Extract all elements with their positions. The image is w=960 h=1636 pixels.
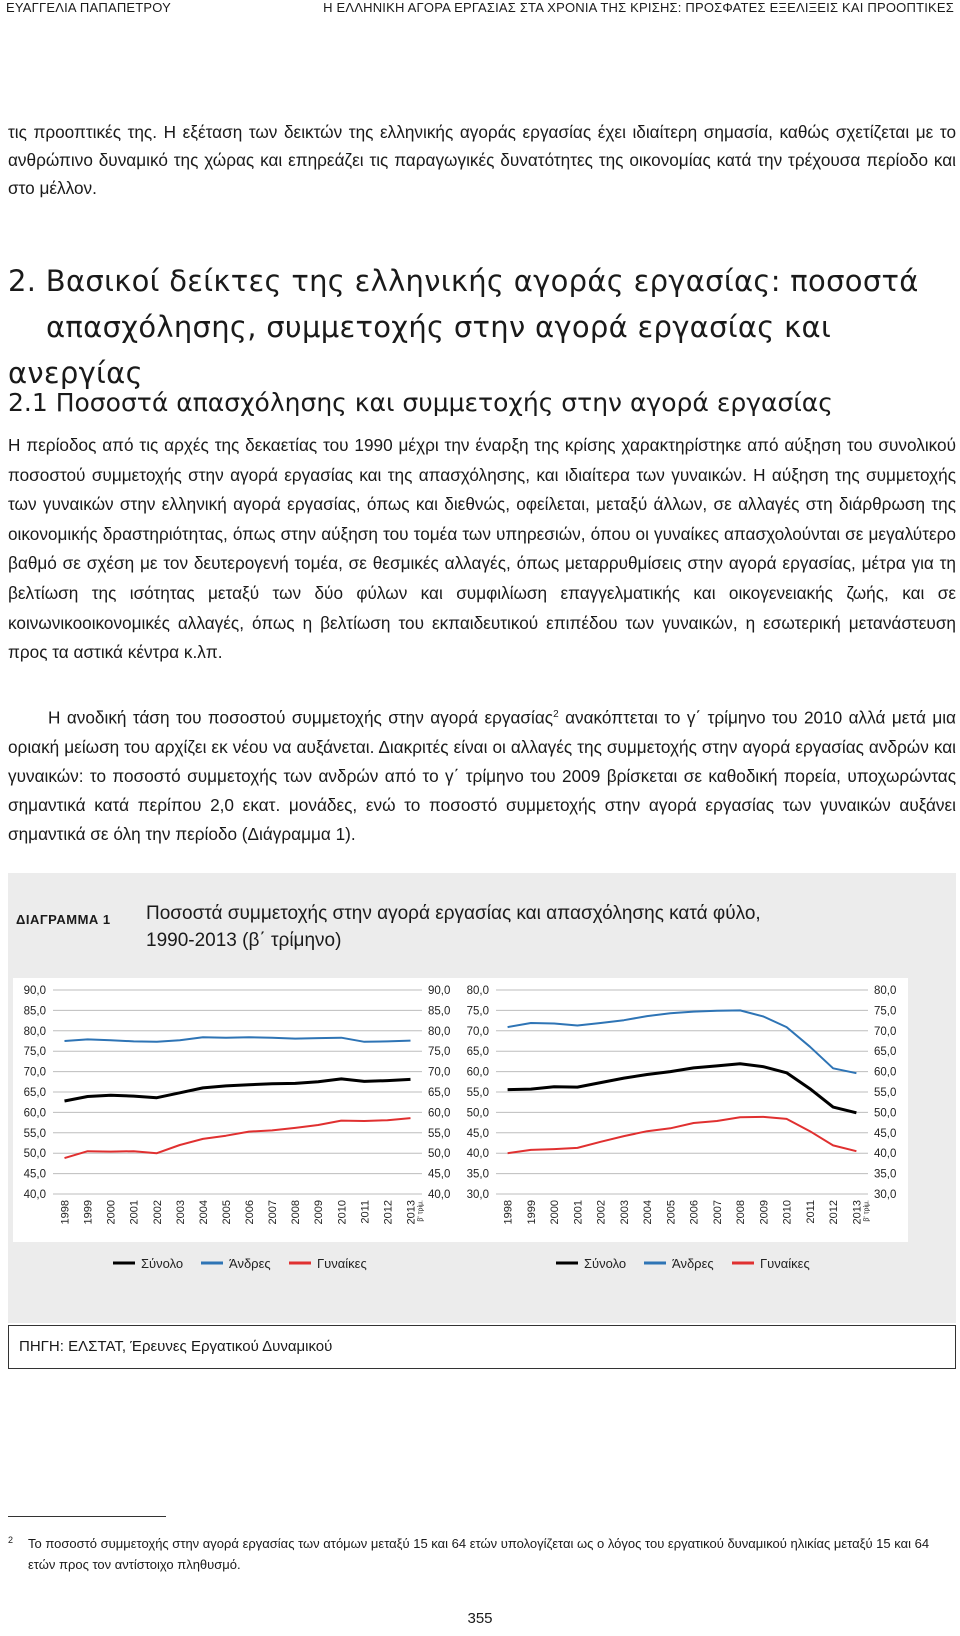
chart-a-xtick: 1999 <box>82 1200 95 1225</box>
chart-a-ytick-right: 55,0 <box>428 1127 451 1140</box>
chart-b-ytick-right: 60,0 <box>874 1066 897 1079</box>
chart-a-legend-label: Γυναίκες <box>317 1256 367 1271</box>
intro-paragraph: τις προοπτικές της. Η εξέταση των δεικτών της ελληνικής αγοράς εργασίας έχει ιδιαίτερη σημασία, καθώς σχετίζεται με το ανθρώπινο δυναμικό της χώρας και επηρεάζει τις παραγωγικές δυνατότητες της οικονομίας κατά την τρέχουσα περίοδο και στο μέλλον. <box>8 122 956 198</box>
chart-a-ytick-right: 85,0 <box>428 1005 451 1018</box>
chart-a-xtick: 2009 <box>313 1200 326 1225</box>
chart-a-xtick: 2008 <box>290 1200 303 1225</box>
chart-b-xtick: 1999 <box>525 1200 538 1225</box>
chart-a-legend-label: Άνδρες <box>229 1256 271 1271</box>
chart-a-ytick-left: 75,0 <box>23 1046 46 1059</box>
chart-b-ytick-left: 75,0 <box>466 1005 489 1018</box>
chart-a-xtick: 2001 <box>128 1200 141 1225</box>
chart-b-ytick-left: 70,0 <box>466 1025 489 1038</box>
figure-title-line2: 1990-2013 (β΄ τρίμηνο) <box>146 930 342 951</box>
figure-box <box>8 873 956 1323</box>
chart-b-xtick: 2012 <box>828 1200 841 1225</box>
chart-b-legend-label: Γυναίκες <box>760 1256 810 1271</box>
chart-b-ytick-right: 55,0 <box>874 1087 897 1099</box>
chart-a-ytick-left: 50,0 <box>23 1148 46 1161</box>
chart-a-xtick: 2002 <box>151 1200 164 1225</box>
chart-b-ytick-left: 65,0 <box>466 1046 489 1059</box>
chart-b-xtick: 1998 <box>502 1200 515 1225</box>
chart-a-ytick-right: 80,0 <box>428 1025 451 1038</box>
chart-b-xtick: 2001 <box>572 1200 585 1225</box>
chart-a-ytick-left: 90,0 <box>23 985 46 997</box>
chart-a-ytick-left: 60,0 <box>23 1107 46 1120</box>
chart-b-legend-label: Άνδρες <box>672 1256 714 1271</box>
chart-a-xtick: 2004 <box>197 1200 210 1225</box>
chart-b-ytick-right: 40,0 <box>874 1148 897 1161</box>
chart-a-background <box>13 978 462 1242</box>
chart-a-ytick-left: 80,0 <box>23 1025 46 1038</box>
chart-b-xtick: 2013 <box>851 1200 864 1225</box>
chart-b-ytick-left: 45,0 <box>466 1127 489 1140</box>
chart-b-ytick-left: 60,0 <box>466 1066 489 1079</box>
chart-b-ytick-right: 65,0 <box>874 1046 897 1059</box>
chart-b-ytick-right: 75,0 <box>874 1005 897 1018</box>
chart-a-xtick: 2011 <box>359 1200 372 1224</box>
chart-b-ytick-right: 70,0 <box>874 1025 897 1038</box>
running-header-author: ΕΥΑΓΓΕΛΙΑ ΠΑΠΑΠΕΤΡΟΥ <box>6 0 172 15</box>
charts-svg <box>8 873 956 1323</box>
body-paragraph-2 <box>8 700 956 849</box>
chart-a-ytick-right: 45,0 <box>428 1168 451 1181</box>
footnote-text: Το ποσοστό συμμετοχής στην αγορά εργασίας των ατόμων μεταξύ 15 και 64 ετών υπολογίζεται ως ο λόγος του εργατικού δυναμικού ηλικίας μεταξύ 15 και 64 ετών προς τον αντίστοιχο πληθυσμό. <box>28 1536 930 1573</box>
footnote-rule <box>8 1516 166 1517</box>
chart-b-xtick: 2002 <box>595 1200 608 1225</box>
chart-a-xtick: 2005 <box>220 1200 233 1225</box>
footnote-ref[interactable]: 2 <box>553 709 559 720</box>
section-heading-line2: απασχόλησης, συμμετοχής στην αγορά εργασίας και ανεργίας <box>8 310 832 390</box>
chart-a-xtick: 2003 <box>174 1200 187 1225</box>
chart-a-ytick-right: 65,0 <box>428 1087 451 1099</box>
paragraph-2-end: ανακόπτεται το γ΄ τρίμηνο του 2010 αλλά μετά μια οριακή μείωση του αρχίζει εκ νέου να αυξάνεται. Διακριτές είναι οι αλλαγές της συμμετοχής στην αγορά εργασίας ανδρών και γυναικών: το ποσοστό συμμετοχής των ανδρών από το γ΄ τρίμηνο του 2009 βρίσκεται σε καθοδική πορεία, υποχωρώντας σημαντικά κατά περίπου 2,0 εκατ. μονάδες, ενώ το ποσοστό συμμετοχής στην αγορά εργασίας των γυναικών αυξάνει σημαντικά σε όλη την περίοδο (Διάγραμμα 1). <box>8 707 956 844</box>
figure-title-line1: Ποσοστά συμμετοχής στην αγορά εργασίας και απασχόλησης κατά φύλο, <box>146 903 761 924</box>
chart-a-ytick-right: 60,0 <box>428 1107 451 1120</box>
body-paragraph-1: Η περίοδος από τις αρχές της δεκαετίας του 1990 μέχρι την έναρξη της κρίσης χαρακτηρίστηκε από αύξηση του συνολικού ποσοστού συμμετοχής στην αγορά εργασίας και της απασχόλησης, και ιδιαίτερα των γυναικών. Η αύξηση της συμμετοχής των γυναικών στην ελληνική αγορά εργασίας, όπως και διεθνώς, οφείλεται, μεταξύ άλλων, σε αλλαγές στη διάρθρωση της οικονομικής δραστηριότητας, όπως στην αύξηση του τομέα των υπηρεσιών, όπου οι γυναίκες απασχολούνται σε μεγαλύτερο βαθμό σε σχέση με τον δευτερογενή τομέα, σε θεσμικές αλλαγές, όπως μεταρρυθμίσεις στην αγορά εργασίας, μέτρα για τη βελτίωση της ισότητας μεταξύ των δύο φύλων και συμφιλίωση επαγγελματικής και οικογενειακής ζωής, και σε κοινωνικοοικονομικές αλλαγές, όπως η βελτίωση του εκπαιδευτικού επιπέδου των γυναικών, η εσωτερική μετανάστευση προς τα αστικά κέντρα κ.λπ. <box>8 435 956 663</box>
section-heading <box>8 258 960 396</box>
chart-a-ytick-left: 85,0 <box>23 1005 46 1018</box>
chart-b-ytick-right: 50,0 <box>874 1107 897 1120</box>
footnote-marker: 2 <box>8 1535 14 1545</box>
paragraph-2-start: Η ανοδική τάση του ποσοστού συμμετοχής στην αγορά εργασίας <box>48 707 554 728</box>
chart-a-xtick: 1998 <box>59 1200 72 1225</box>
footnote <box>8 1530 956 1575</box>
chart-b-legend-label: Σύνολο <box>584 1256 627 1271</box>
chart-b-ytick-right: 35,0 <box>874 1168 897 1181</box>
chart-b-xtick: 2006 <box>688 1200 701 1225</box>
chart-b-xtick: 2005 <box>665 1200 678 1225</box>
chart-b-ytick-left: 40,0 <box>466 1148 489 1161</box>
page-number: 355 <box>467 1610 493 1627</box>
chart-b-xtick: 2003 <box>618 1200 631 1225</box>
chart-b-xtick: 2009 <box>758 1200 771 1225</box>
chart-b-ytick-left: 30,0 <box>466 1189 489 1201</box>
chart-a-legend-label: Σύνολο <box>141 1256 184 1271</box>
chart-a-ytick-right: 50,0 <box>428 1148 451 1161</box>
chart-b-xtick: 2000 <box>549 1200 562 1225</box>
chart-b-ytick-left: 35,0 <box>466 1168 489 1181</box>
chart-a-xtick: 2012 <box>382 1200 395 1225</box>
chart-b-xtick: 2008 <box>735 1200 748 1225</box>
chart-b-ytick-left: 80,0 <box>466 985 489 997</box>
chart-a-ytick-left: 65,0 <box>23 1087 46 1099</box>
chart-a-xtick: 2000 <box>105 1200 118 1225</box>
running-header-title: Η ΕΛΛΗΝΙΚΗ ΑΓΟΡΑ ΕΡΓΑΣΙΑΣ ΣΤΑ ΧΡΟΝΙΑ ΤΗΣ ΚΡΙΣΗΣ: ΠΡΟΣΦΑΤΕΣ ΕΞΕΛΙΞΕΙΣ ΚΑΙ ΠΡΟΟΠΤΙΚΕΣ <box>323 0 954 15</box>
chart-a-xtick-note: β' τρίμ. <box>417 1200 425 1222</box>
chart-b-ytick-right: 30,0 <box>874 1189 897 1201</box>
chart-a-ytick-right: 70,0 <box>428 1066 451 1079</box>
chart-a-ytick-right: 75,0 <box>428 1046 451 1059</box>
chart-a-ytick-left: 40,0 <box>23 1189 46 1201</box>
figure-label: ΔΙΑΓΡΑΜΜΑ 1 <box>16 912 111 927</box>
chart-a-ytick-left: 55,0 <box>23 1127 46 1140</box>
chart-b-ytick-left: 50,0 <box>466 1107 489 1120</box>
chart-a-ytick-right: 90,0 <box>428 985 451 997</box>
figure-source: ΠΗΓΗ: ΕΛΣΤΑΤ, Έρευνες Εργατικού Δυναμικού <box>8 1325 956 1369</box>
subsection-heading: 2.1 Ποσοστά απασχόλησης και συμμετοχής στην αγορά εργασίας <box>8 388 833 417</box>
chart-b-ytick-right: 80,0 <box>874 985 897 997</box>
chart-b-xtick-note: β' τρίμ. <box>863 1200 871 1222</box>
chart-b-ytick-left: 55,0 <box>466 1087 489 1099</box>
chart-a-ytick-left: 45,0 <box>23 1168 46 1181</box>
chart-a-ytick-left: 70,0 <box>23 1066 46 1079</box>
chart-a-xtick: 2007 <box>267 1200 280 1225</box>
chart-b-ytick-right: 45,0 <box>874 1127 897 1140</box>
chart-a-xtick: 2010 <box>336 1200 349 1225</box>
section-heading-line1: 2. Βασικοί δείκτες της ελληνικής αγοράς εργασίας: ποσοστά <box>8 264 919 298</box>
chart-b-xtick: 2004 <box>642 1200 655 1225</box>
chart-b-xtick: 2010 <box>781 1200 794 1225</box>
chart-b-xtick: 2007 <box>711 1200 724 1225</box>
chart-a-ytick-right: 40,0 <box>428 1189 451 1201</box>
chart-a-xtick: 2013 <box>405 1200 418 1225</box>
chart-b-xtick: 2011 <box>804 1200 817 1224</box>
chart-a-xtick: 2006 <box>244 1200 257 1225</box>
